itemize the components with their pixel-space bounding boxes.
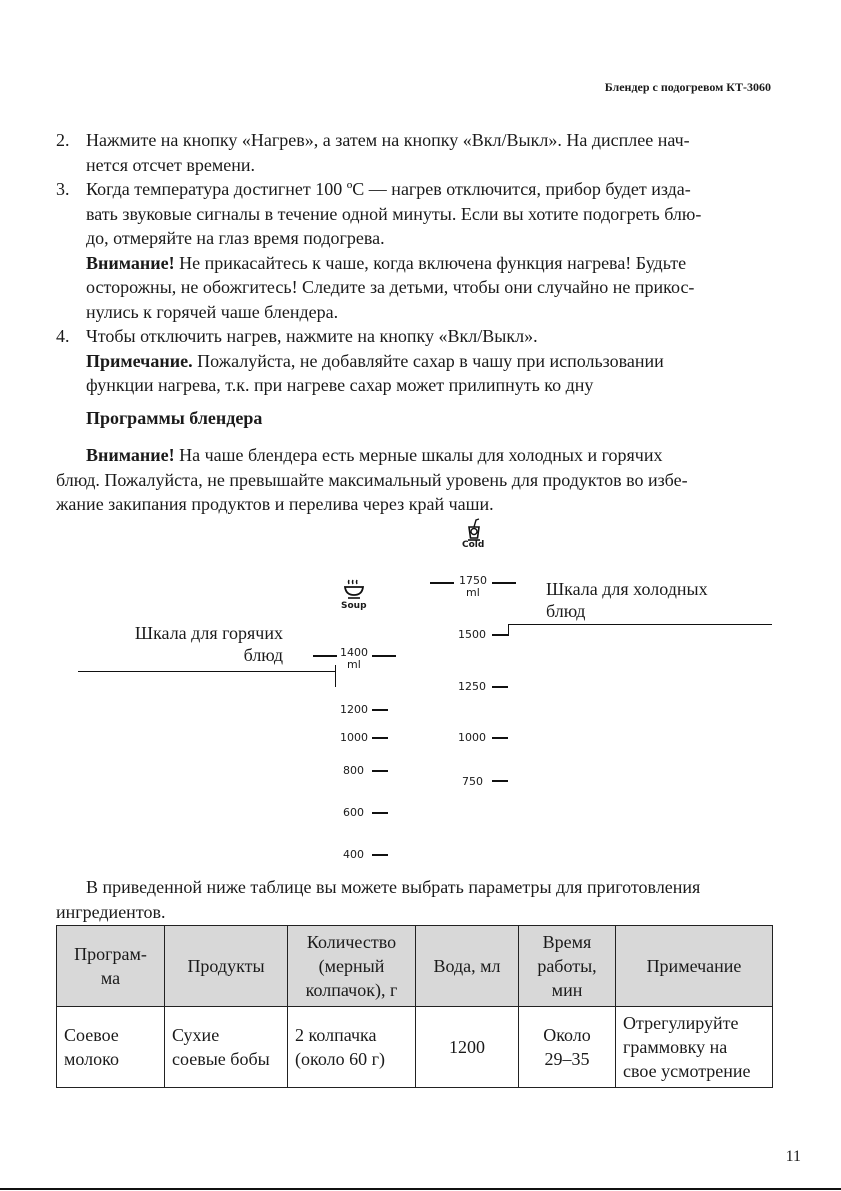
cold-scale-tick [492,737,508,739]
header-products: Продукты [165,926,288,1007]
step-number: 4. [56,326,70,346]
hot-scale-tick [372,709,388,711]
programs-table [56,925,773,1088]
table-intro-paragraph [56,875,776,924]
note-label: Примечание. [86,350,193,371]
hot-max-tick-right [372,655,396,657]
warning-line: нулись к горячей чаше блендера. [86,301,339,322]
warning-line [86,251,776,276]
cold-max-tick-right [492,582,516,584]
warning-text: На чаше блендера есть мерные шкалы для холодных и горячих [174,445,663,465]
warning-line: осторожны, не обожгитесь! Следите за детьми, чтобы они случайно не прикос- [86,277,695,297]
header-water: Вода, мл [416,926,519,1007]
table-header-row [57,926,773,1007]
header-note: Примечание [616,926,773,1007]
hot-callout-leader-vertical [335,665,336,687]
cold-scale-tick [492,780,508,782]
step-4 [56,324,776,398]
callout-line: Шкала для холодных [546,579,708,599]
cell-time: Около 29–35 [519,1007,616,1088]
cold-scale-callout [546,578,708,622]
paragraph-line: ингредиентов. [56,901,166,922]
callout-line: Шкала для горячих [134,623,283,643]
step-text-line: вать звуковые сигналы в течение одной минуты. Если вы хотите подогреть блю- [86,203,702,224]
callout-line: блюд [546,601,586,621]
hot-max-unit: ml [347,658,361,671]
paragraph-line [56,443,776,468]
note-line: функции нагрева, т.к. при нагреве сахар может прилипнуть ко дну [86,375,594,395]
soup-icon-label: Soup [341,601,367,611]
cold-max-value: 1750 [459,574,487,587]
soup-bowl-icon [342,578,366,600]
step-text-line: Когда температура достигнет 100 ºС — нагрев отключится, прибор будет изда- [86,179,691,199]
warning-label: Внимание! [86,445,175,465]
hot-scale-mark: 1000 [340,731,368,744]
cold-max-unit: ml [466,586,480,599]
hot-scale-tick [372,812,388,814]
cell-program: Соевое молоко [57,1007,165,1088]
step-text-line: Нажмите на кнопку «Нагрев», а затем на кнопку «Вкл/Выкл». На дисплее нач- [86,130,690,150]
step-number: 3. [56,179,70,199]
note-text: Пожалуйста, не добавляйте сахар в чашу при использовании [192,350,664,371]
cold-scale-tick [492,686,508,688]
paragraph-line: блюд. Пожалуйста, не превышайте максимальный уровень для продуктов во избе- [56,469,688,490]
steps-list [56,128,776,398]
cold-icon-label: Cold [462,540,485,550]
hot-scale-mark: 800 [343,764,364,777]
cold-scale-mark: 1500 [458,628,486,641]
table-row [57,1007,773,1088]
cold-scale-mark: 1250 [458,680,486,693]
hot-scale-callout [118,622,283,666]
warning-label: Внимание! [86,252,175,273]
cell-quantity: 2 колпачка (около 60 г) [288,1007,416,1088]
hot-max-value: 1400 [340,646,368,659]
hot-scale-tick [372,737,388,739]
hot-scale-tick [372,854,388,856]
page-bottom-rule [0,1188,841,1190]
cold-scale-mark: 750 [462,775,483,788]
step-number: 2. [56,130,70,150]
hot-scale-tick [372,770,388,772]
hot-callout-leader [78,671,336,672]
running-header: Блендер с подогревом КТ-3060 [604,80,771,94]
paragraph-line: В приведенной ниже таблице вы можете выбрать параметры для приготовления [86,877,701,897]
page-number: 11 [785,1148,801,1165]
hot-scale-mark: 400 [343,848,364,861]
cold-callout-leader-vertical [508,624,509,636]
step-text-line: до, отмеряйте на глаз время подогрева. [86,228,385,248]
warning-text: Не прикасайтесь к чаше, когда включена функция нагрева! Будьте [174,252,687,273]
cold-drink-icon [463,517,485,541]
hot-scale-mark: 600 [343,806,364,819]
cold-callout-leader [508,624,772,625]
header-quantity: Количество (мерный колпачок), г [288,926,416,1007]
callout-line: блюд [243,645,283,665]
step-3 [56,177,776,324]
hot-max-tick-left [313,655,337,657]
section-heading: Программы блендера [86,408,263,428]
header-program: Програм- ма [57,926,165,1007]
step-text-line: Чтобы отключить нагрев, нажмите на кнопку «Вкл/Выкл». [86,326,538,346]
cold-max-tick-left [430,582,454,584]
cell-water: 1200 [416,1007,519,1088]
step-2 [56,128,776,177]
section-paragraph [56,443,776,517]
note-line [86,349,776,374]
cell-note: Отрегулируйте граммовку на свое усмотрение [616,1007,773,1088]
paragraph-line: жание закипания продуктов и перелива через край чаши. [56,494,494,514]
step-text-line: нется отсчет времени. [86,154,255,175]
cold-scale-tick [492,634,508,636]
cell-products: Сухие соевые бобы [165,1007,288,1088]
hot-scale-mark: 1200 [340,703,368,716]
header-time: Время работы, мин [519,926,616,1007]
cold-scale-mark: 1000 [458,731,486,744]
